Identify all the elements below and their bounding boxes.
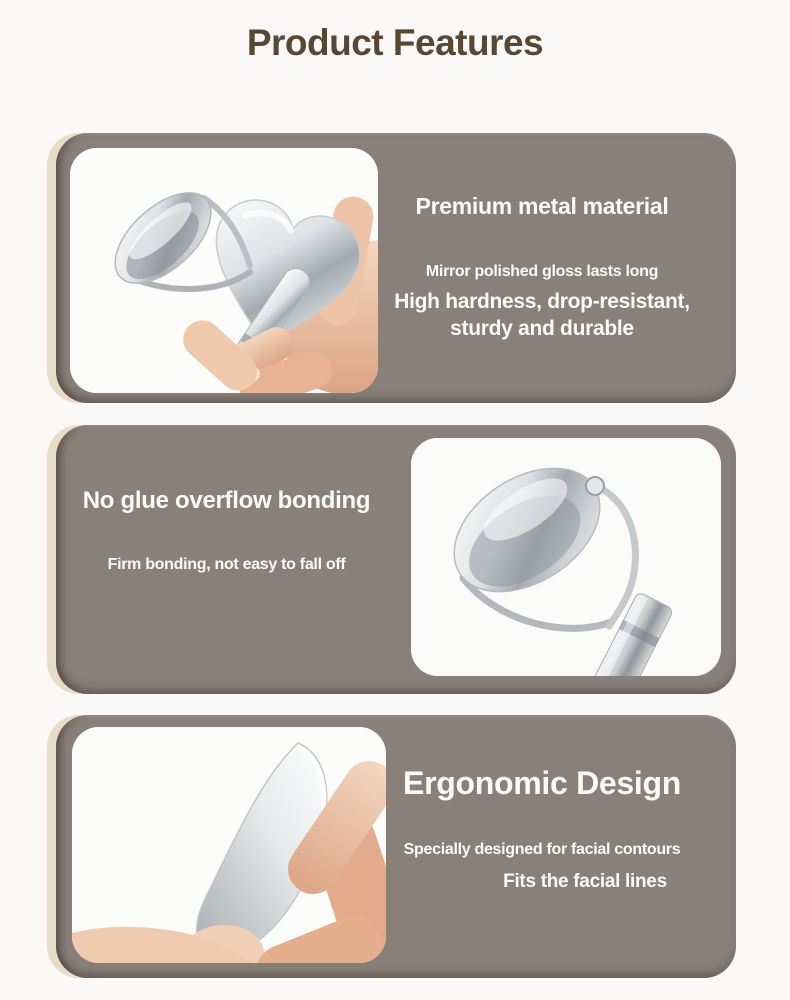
feature-detail-line-1: High hardness, drop-resistant,	[394, 290, 690, 313]
feature-card-premium-material	[56, 133, 736, 403]
feature-detail: Fits the facial lines	[503, 871, 667, 892]
feature-heading: Premium metal material	[415, 193, 669, 219]
page-title: Product Features	[246, 22, 544, 63]
photo-roller-and-guasha	[70, 148, 378, 393]
feature-subline: Firm bonding, not easy to fall off	[107, 556, 346, 573]
feature-detail	[394, 289, 690, 342]
feature-text-premium-material	[378, 133, 736, 342]
feature-heading: Ergonomic Design	[403, 765, 681, 801]
photo-guasha-between-fingers	[72, 727, 386, 963]
feature-subline: Specially designed for facial contours	[403, 841, 681, 858]
feature-subline: Mirror polished gloss lasts long	[425, 263, 659, 280]
hand-holding-roller-and-guasha-illustration	[70, 148, 378, 393]
guasha-held-between-fingers-illustration	[72, 727, 386, 963]
photo-roller-head-closeup	[411, 438, 721, 676]
feature-heading: No glue overflow bonding	[82, 487, 371, 514]
feature-text-no-glue-bonding	[56, 425, 411, 574]
feature-card-ergonomic-design	[56, 715, 736, 978]
feature-text-ergonomic-design	[386, 715, 736, 893]
feature-card-no-glue-bonding	[56, 425, 736, 694]
feature-detail-line-2: sturdy and durable	[450, 316, 634, 340]
roller-head-closeup-illustration	[411, 438, 721, 676]
